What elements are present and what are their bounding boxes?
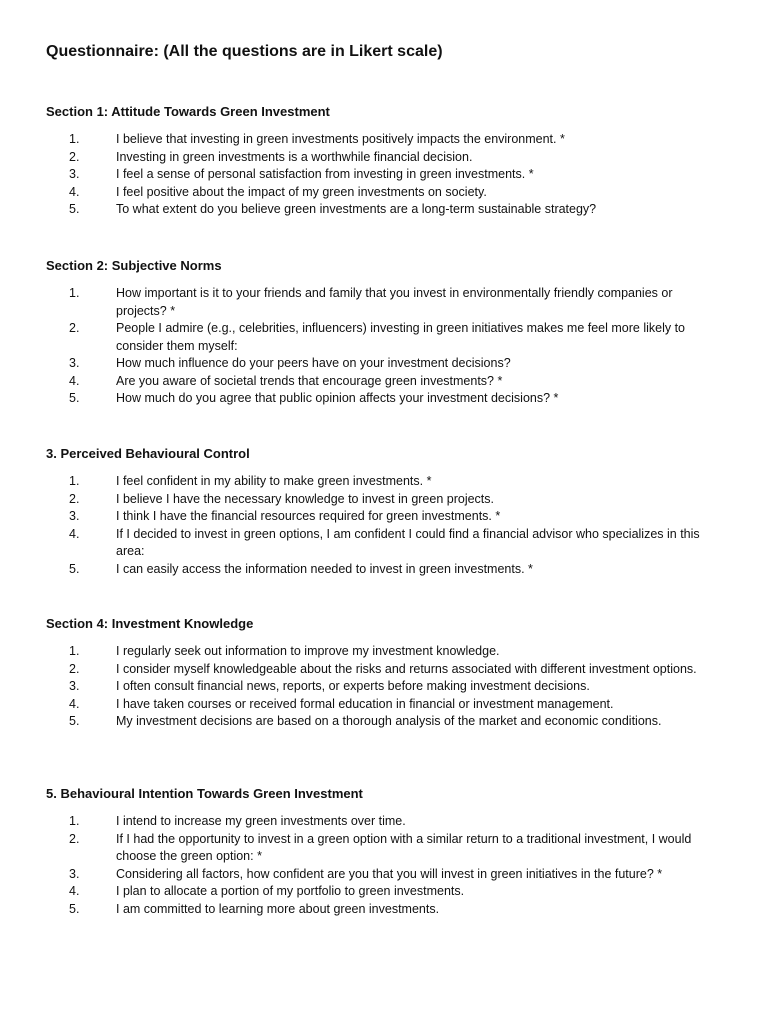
question-number: 2. [69,831,80,846]
section-heading-3: 3. Perceived Behavioural Control [46,446,250,461]
question-text: How much do you agree that public opinion affects your investment decisions? * [116,391,559,405]
list-item [0,373,768,391]
question-text: I am committed to learning more about green investments. [116,901,440,916]
question-number: 5. [69,202,80,216]
question-number: 4. [69,526,80,541]
list-item [0,831,768,866]
question-text: I regularly seek out information to improve my investment knowledge. [116,644,500,658]
question-number: 1. [69,474,80,488]
question-text: How important is it to your friends and family that you invest in environmentally friendly companies or projects? * [116,286,673,318]
question-number: 5. [69,561,80,576]
question-number: 5. [69,901,80,916]
question-number: 2. [69,491,80,506]
question-text: I have taken courses or received formal education in financial or investment management. [116,696,614,711]
question-number: 2. [69,661,80,676]
list-item [0,491,768,509]
question-number: 1. [69,814,80,828]
question-text: If I decided to invest in green options, I am confident I could find a financial advisor who specializes in this area: [116,526,700,558]
question-number: 4. [69,184,80,199]
question-text: I can easily access the information needed to invest in green investments. * [116,561,533,576]
question-text: I plan to allocate a portion of my portfolio to green investments. [116,884,465,898]
section-heading-5: 5. Behavioural Intention Towards Green Investment [46,786,363,801]
list-item [0,678,768,696]
question-number: 1. [69,644,80,658]
question-number: 3. [69,509,80,523]
list-item [0,320,768,355]
list-item [0,713,768,731]
question-text: My investment decisions are based on a thorough analysis of the market and economic conditions. [116,714,662,728]
question-text: I intend to increase my green investments over time. [116,814,406,828]
list-item [0,883,768,901]
question-list-section-5 [0,813,768,918]
list-item [0,643,768,661]
question-text: Investing in green investments is a worthwhile financial decision. [116,149,473,164]
question-text: People I admire (e.g., celebrities, influencers) investing in green initiatives makes me feel more likely to consider them myself: [116,321,686,353]
question-number: 5. [69,714,80,728]
question-number: 4. [69,373,80,388]
section-heading-2: Section 2: Subjective Norms [46,258,222,273]
list-item [0,813,768,831]
list-item [0,201,768,219]
list-item [0,526,768,561]
list-item [0,508,768,526]
question-number: 1. [69,132,80,146]
question-text: Are you aware of societal trends that encourage green investments? * [116,373,503,388]
question-number: 3. [69,679,80,693]
question-text: I feel a sense of personal satisfaction from investing in green investments. * [116,167,534,181]
question-text: I consider myself knowledgeable about the risks and returns associated with different investment options. [116,661,697,676]
question-number: 3. [69,167,80,181]
question-number: 4. [69,696,80,711]
question-text: How much influence do your peers have on your investment decisions? [116,356,511,370]
question-list-section-1 [0,131,768,219]
question-text: If I had the opportunity to invest in a green option with a similar return to a traditional investment, I would choose the green option: * [116,831,692,863]
list-item [0,473,768,491]
question-list-section-4 [0,643,768,731]
list-item [0,355,768,373]
page-title: Questionnaire: (All the questions are in Likert scale) [46,43,443,60]
question-text: I believe that investing in green investments positively impacts the environment. * [116,132,565,146]
question-number: 2. [69,321,80,335]
section-heading-1: Section 1: Attitude Towards Green Investment [46,104,330,119]
list-item [0,285,768,320]
question-text: I feel confident in my ability to make green investments. * [116,474,432,488]
question-number: 5. [69,391,80,405]
question-text: I think I have the financial resources required for green investments. * [116,509,501,523]
question-number: 3. [69,356,80,370]
list-item [0,561,768,579]
list-item [0,696,768,714]
question-text: I believe I have the necessary knowledge to invest in green projects. [116,491,494,506]
list-item [0,184,768,202]
list-item [0,131,768,149]
question-list-section-2 [0,285,768,408]
question-number: 1. [69,286,80,300]
list-item [0,149,768,167]
question-list-section-3 [0,473,768,578]
list-item [0,166,768,184]
list-item [0,866,768,884]
question-text: I feel positive about the impact of my green investments on society. [116,184,487,199]
list-item [0,390,768,408]
question-text: To what extent do you believe green investments are a long-term sustainable strategy? [116,202,597,216]
section-heading-4: Section 4: Investment Knowledge [46,616,254,631]
question-number: 3. [69,866,80,881]
question-text: I often consult financial news, reports, or experts before making investment decisions. [116,679,590,693]
question-number: 4. [69,884,80,898]
list-item [0,901,768,919]
question-text: Considering all factors, how confident are you that you will invest in green initiatives in the future? * [116,866,663,881]
question-number: 2. [69,149,80,164]
list-item [0,661,768,679]
